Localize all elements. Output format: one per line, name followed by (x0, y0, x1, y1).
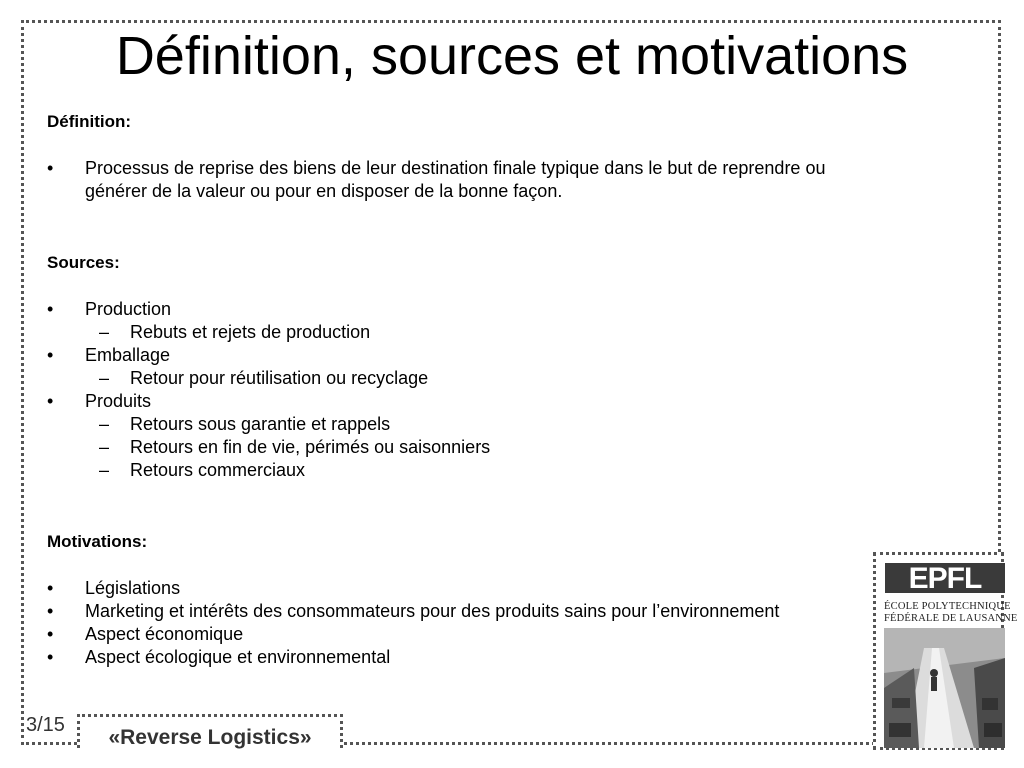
motivations-bullet (47, 646, 877, 669)
sources-subitem (47, 413, 877, 436)
bullet-marker: • (47, 601, 54, 621)
bullet-marker: • (47, 578, 54, 598)
page-number: 3/15 (26, 714, 65, 736)
bullet-marker: • (47, 158, 54, 178)
definition-heading: Définition: (47, 112, 132, 131)
sources-item-label: Produits (85, 391, 152, 411)
sources-subitem-label: Retour pour réutilisation ou recyclage (130, 368, 429, 388)
motivations-text: Aspect écologique et environnemental (85, 647, 391, 667)
footer-title-box (77, 714, 343, 748)
sources-subitem-label: Retours commerciaux (130, 460, 306, 480)
dash-marker: – (99, 437, 110, 457)
dash-marker: – (99, 368, 110, 388)
motivations-bullet (47, 600, 877, 623)
sources-subitem (47, 367, 877, 390)
sources-subitem-label: Retours en fin de vie, périmés ou saisonniers (130, 437, 491, 457)
logo-line-1: ÉCOLE POLYTECHNIQUE (884, 601, 1011, 612)
epfl-logo-text: EPFL (908, 563, 982, 593)
logo-line-2: FÉDÉRALE DE LAUSANNE (884, 613, 1018, 624)
sources-item-production (47, 298, 877, 321)
motivations-heading: Motivations: (47, 532, 148, 551)
bullet-marker: • (47, 345, 54, 365)
sources-heading: Sources: (47, 253, 120, 272)
sources-item-produits (47, 390, 877, 413)
motivations-text: Législations (85, 578, 181, 598)
warehouse-photo-icon (884, 628, 1005, 748)
bullet-marker: • (47, 647, 54, 667)
slide-title: Définition, sources et motivations (115, 26, 909, 86)
sources-item-emballage (47, 344, 877, 367)
motivations-text: Aspect économique (85, 624, 244, 644)
definition-bullet (47, 157, 877, 203)
dash-marker: – (99, 460, 110, 480)
sources-subitem-label: Rebuts et rejets de production (130, 322, 371, 342)
sources-subitem (47, 321, 877, 344)
definition-text: Processus de reprise des biens de leur destination finale typique dans le but de reprendre ou générer de la valeur ou pour en disposer de la bonne façon. (85, 158, 826, 201)
epfl-logo-panel (873, 552, 1018, 750)
warehouse-photo (884, 628, 1005, 748)
sources-subitem (47, 459, 877, 482)
bullet-marker: • (47, 391, 54, 411)
sources-subitem-label: Retours sous garantie et rappels (130, 414, 391, 434)
motivations-bullet (47, 577, 877, 600)
bullet-marker: • (47, 299, 54, 319)
epfl-logo-icon (885, 563, 1005, 593)
footer-title: «Reverse Logistics» (108, 726, 312, 749)
sources-item-label: Production (85, 299, 172, 319)
motivations-text: Marketing et intérêts des consommateurs pour des produits sains pour l’environnement (85, 601, 780, 621)
dash-marker: – (99, 414, 110, 434)
sources-item-label: Emballage (85, 345, 171, 365)
dash-marker: – (99, 322, 110, 342)
motivations-bullet (47, 623, 877, 646)
sources-subitem (47, 436, 877, 459)
slide-content (47, 110, 877, 669)
bullet-marker: • (47, 624, 54, 644)
